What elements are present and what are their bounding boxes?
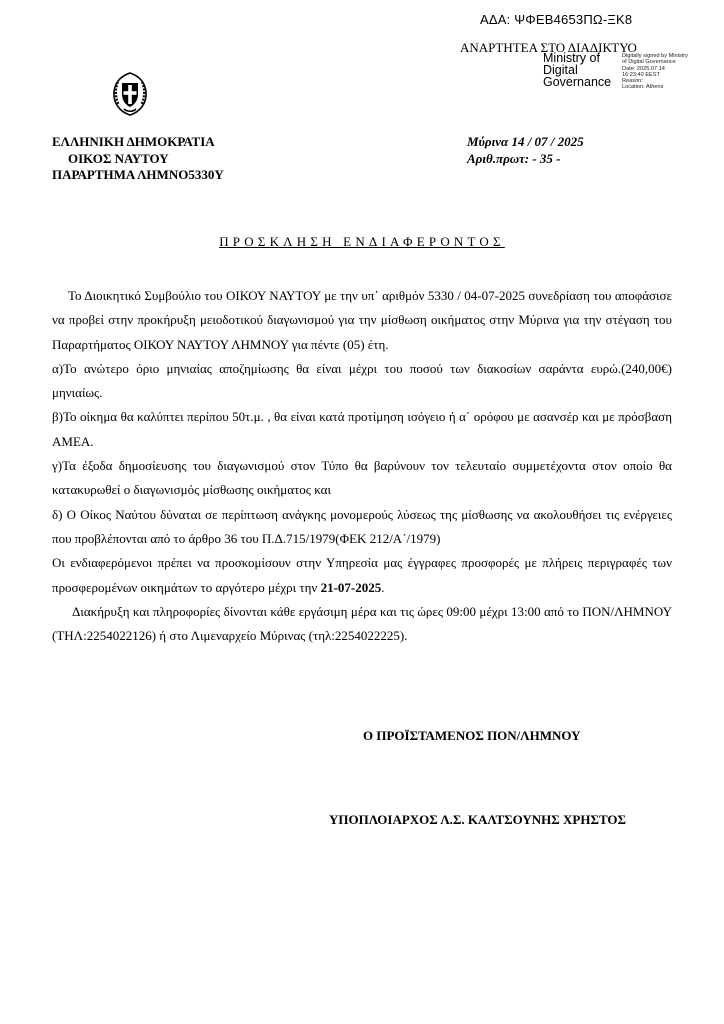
signature-detail-line: Reason: xyxy=(622,78,643,85)
protocol-number: Αριθ.πρωτ: - 35 - xyxy=(467,150,561,166)
body-paragraph: γ)Τα έξοδα δημοσίευσης του διαγωνισμού στον Τύπο θα βαρύνουν τον τελευταίο συμμετέχοντα στον οποίο θα κατακυρωθεί ο διαγωνισμός μίσθωσης οικήματος και xyxy=(52,458,672,498)
sender-line-organization: ΟΙΚΟΣ ΝΑΥΤΟΥ xyxy=(68,150,169,166)
signature-detail-line: of Digital Governance xyxy=(622,59,676,66)
body-paragraph: β)Το οίκημα θα καλύπτει περίπου 50τ.μ. , θα είναι κατά προτίμηση ισόγειο ή α΄ ορόφου με ασανσέρ και με πρόσβαση ΑΜΕΑ. xyxy=(52,409,672,449)
body-paragraph: Το Διοικητικό Συμβούλιο του ΟΙΚΟΥ ΝΑΥΤΟΥ με την υπ᾽ αριθμόν 5330 / 04-07-2025 συνεδρίαση του αποφάσισε να προβεί στην προκήρυξη μειοδοτικού διαγωνισμού για την μίσθωση οικήματος στην Μύρινα για την στέγαση του Παραρτήματος ΟΙΚΟΥ ΝΑΥΤΟΥ ΛΗΜΝΟΥ για πέντε (05) έτη. xyxy=(52,288,672,352)
sender-line-country: ΕΛΛΗΝΙΚΗ ΔΗΜΟΚΡΑΤΙΑ xyxy=(52,134,215,149)
ada-code: ΑΔΑ: ΨΦΕΒ4653ΠΩ-ΞΚ8 xyxy=(480,12,633,27)
sender-line-branch: ΠΑΡΑΡΤΗΜΑ ΛΗΜΝΟ5330Υ xyxy=(52,167,224,182)
signer-name: ΥΠΟΠΛΟΙΑΡΧΟΣ Λ.Σ. ΚΑΛΤΣΟΥΝΗΣ ΧΡΗΣΤΟΣ xyxy=(329,812,627,827)
signature-detail-line: Digitally signed by Ministry xyxy=(622,53,688,59)
document-title: ΠΡΟΣΚΛΗΣΗ ΕΝΔΙΑΦΕΡΟΝΤΟΣ xyxy=(219,234,505,249)
digital-signature-details xyxy=(622,53,688,91)
body-text: . xyxy=(381,579,385,595)
body-paragraph: Διακήρυξη και πληροφορίες δίνονται κάθε εργάσιμη μέρα και τις ώρες 09:00 μέχρι 13:00 από το ΠΟΝ/ΛΗΜΝΟΥ (ΤΗΛ:2254022126) ή στο Λιμεναρχείο Μύρινας (τηλ:2254022225). xyxy=(52,603,672,644)
body-text: Οι ενδιαφερόμενοι πρέπει να προσκομίσουν στην Υπηρεσία μας έγγραφες προσφορές με πλήρεις περιγραφές των προσφερομένων οικημάτων το αργότερο μέχρι την xyxy=(52,555,672,595)
signer-role: Ο ΠΡΟΪΣΤΑΜΕΝΟΣ ΠΟΝ/ΛΗΜΝΟΥ xyxy=(363,728,581,743)
body-paragraph: α)Το ανώτερο όριο μηνιαίας αποζημίωσης θα είναι μέχρι του ποσού των διακοσίων σαράντα ευρώ.(240,00€) μηνιαίως. xyxy=(52,360,672,401)
signature-detail-line: Date: 2025.07.14 xyxy=(622,65,665,72)
deadline-date: 21-07-2025 xyxy=(320,579,382,595)
digital-signature-org xyxy=(543,52,611,88)
body-paragraph: δ) Ο Οίκος Ναύτου δύναται σε περίπτωση ανάγκης μονομερούς λύσεως της μίσθωσης να ακολουθήσει τις ενέργειες που προβλέπονται από το άρθρο 36 του Π.Δ.715/1979(ΦΕΚ 212/Α΄/1979) xyxy=(52,506,672,546)
signature-detail-line: 16:23:40 EEST xyxy=(622,71,660,78)
document-body xyxy=(52,284,672,648)
place-date: Μύρινα 14 / 07 / 2025 xyxy=(467,134,584,149)
body-paragraph xyxy=(52,551,672,600)
signature-detail-line: Location: Athens xyxy=(622,84,664,91)
greek-coat-of-arms-icon xyxy=(110,72,150,116)
meta-block xyxy=(467,134,584,167)
posting-note: ΑΝΑΡΤΗΤΕΑ ΣΤΟ ΔΙΑΔΙΚΤΥΟ xyxy=(460,40,637,55)
signature-org-line: Digital xyxy=(543,63,578,77)
signature-org-line: Ministry of xyxy=(543,51,600,65)
signature-org-line: Governance xyxy=(543,75,612,89)
sender-block xyxy=(52,134,224,184)
